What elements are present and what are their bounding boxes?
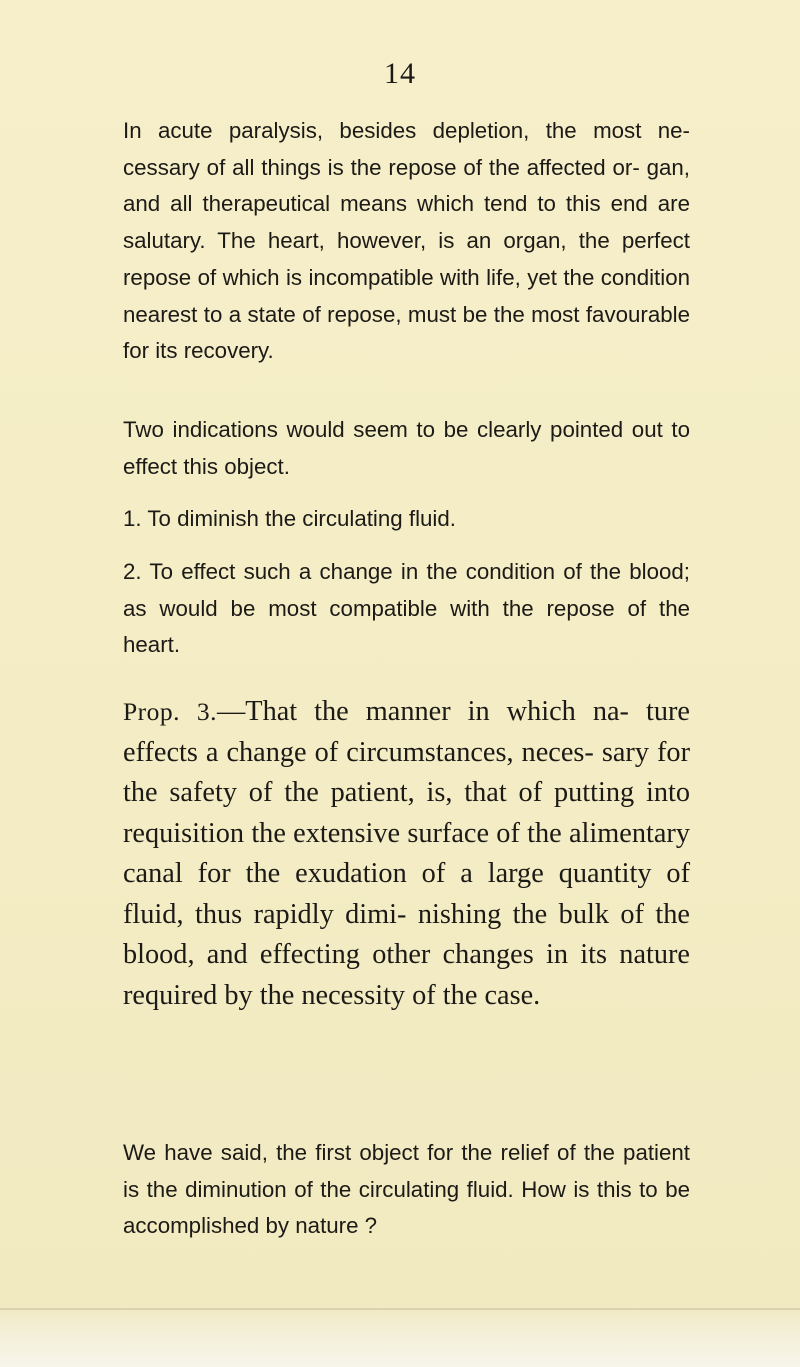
- paragraph-first-object: We have said, the first object for the relief of the patient is the diminution of the circulating fluid. How is this to be accomplished by nature ?: [123, 1140, 690, 1239]
- paragraph-two-indications: Two indications would seem to be clearly pointed out to effect this object.: [123, 417, 690, 479]
- page-bottom-edge: [0, 1306, 800, 1367]
- proposition-text: —That the manner in which na- ture effects a change of circumstances, neces- sary for the safety of the patient, is, that of putting into requisition the extensive surface of the alimentary canal for the exudation of a large quantity of fluid, thus rapidly dimi- nishing the bulk of the blood, and effecting other changes in its nature required by the necessity of the case.: [123, 696, 690, 1011]
- paragraph-acute-paralysis: In acute paralysis, besides depletion, the most ne- cessary of all things is the repose of the affected or- gan, and all therapeutical means which tend to this end are salutary. The heart, however, is an organ, the perfect repose of which is incompatible with life, yet the condition nearest to a state of repose, must be the most favourable for its recovery.: [123, 118, 690, 364]
- list-item-change-blood: 2. To effect such a change in the condition of the blood; as would be most compatible with the repose of the heart.: [123, 559, 690, 658]
- page-edge-line: [0, 1308, 800, 1310]
- proposition-label: Prop. 3.: [123, 697, 217, 726]
- page-number: 14: [384, 57, 416, 90]
- proposition-3: [123, 692, 690, 1016]
- list-item-diminish-fluid: 1. To diminish the circulating fluid.: [123, 506, 456, 531]
